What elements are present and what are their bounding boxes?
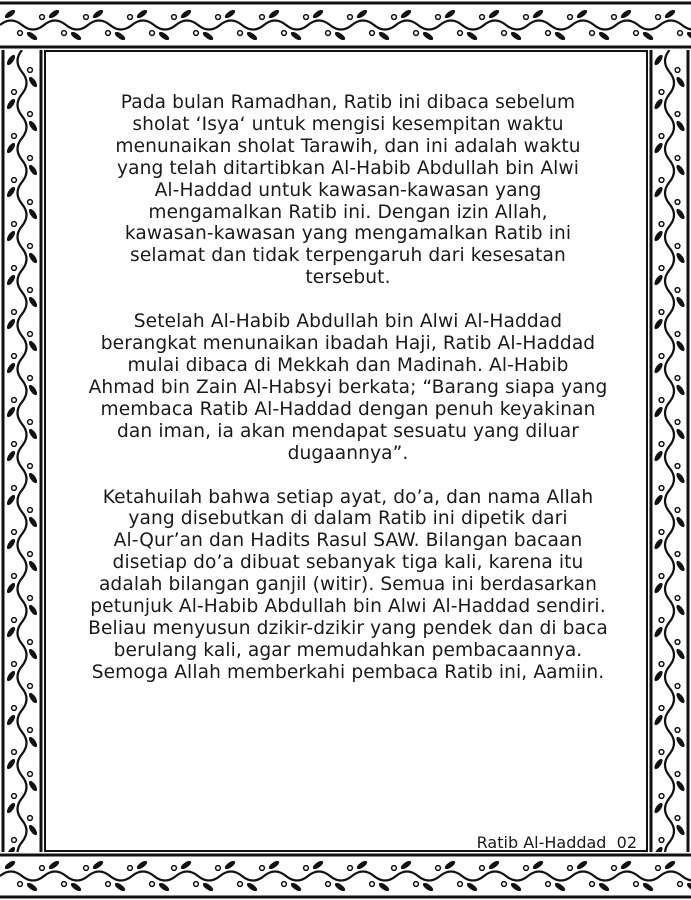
ornamental-border-left: [0, 50, 44, 852]
paragraph-ketahuilah: Ketahuilah bahwa setiap ayat, do’a, dan nama Allah yang disebutkan di dalam Ratib ini dipetik dari Al-Qur’an dan Hadits Rasul SAW. Bilangan bacaan disetiap do’a dibuat sebanyak tiga kali, karena itu adalah bilangan ganjil (witir). Semua ini berdasarkan petunjuk Al-Habib Abdullah bin Alwi Al-Haddad sendiri. Beliau menyusun dzikir-dzikir yang pendek dan di baca berulang kali, agar memudahkan pembacaannya. Semoga Allah memberkahi pembaca Ratib ini, Aamiin.: [88, 486, 608, 683]
paragraph-haji: Setelah Al-Habib Abdullah bin Alwi Al-Haddad berangkat menunaikan ibadah Haji, Ratib Al-Haddad mulai dibaca di Mekkah dan Madinah. Al-Habib Ahmad bin Zain Al-Habsyi berkata; “Barang siapa yang membaca Ratib Al-Haddad dengan penuh keyakinan dan iman, ia akan mendapat sesuatu yang diluar dugaannya”.: [88, 311, 608, 464]
ornamental-border-bottom: [0, 852, 691, 900]
ornamental-border-top: [0, 0, 691, 50]
body-text: [58, 92, 638, 706]
page-footer: Ratib Al-Haddad 02: [476, 833, 637, 852]
paragraph-ramadhan: Pada bulan Ramadhan, Ratib ini dibaca sebelum sholat ‘Isya‘ untuk mengisi kesempitan waktu menunaikan sholat Tarawih, dan ini adalah waktu yang telah ditartibkan Al-Habib Abdullah bin Alwi Al-Haddad untuk kawasan-kawasan yang mengamalkan Ratib ini. Dengan izin Allah, kawasan-kawasan yang mengamalkan Ratib ini selamat dan tidak terpengaruh dari kesesatan tersebut.: [115, 92, 581, 289]
ornamental-border-right: [648, 50, 691, 852]
